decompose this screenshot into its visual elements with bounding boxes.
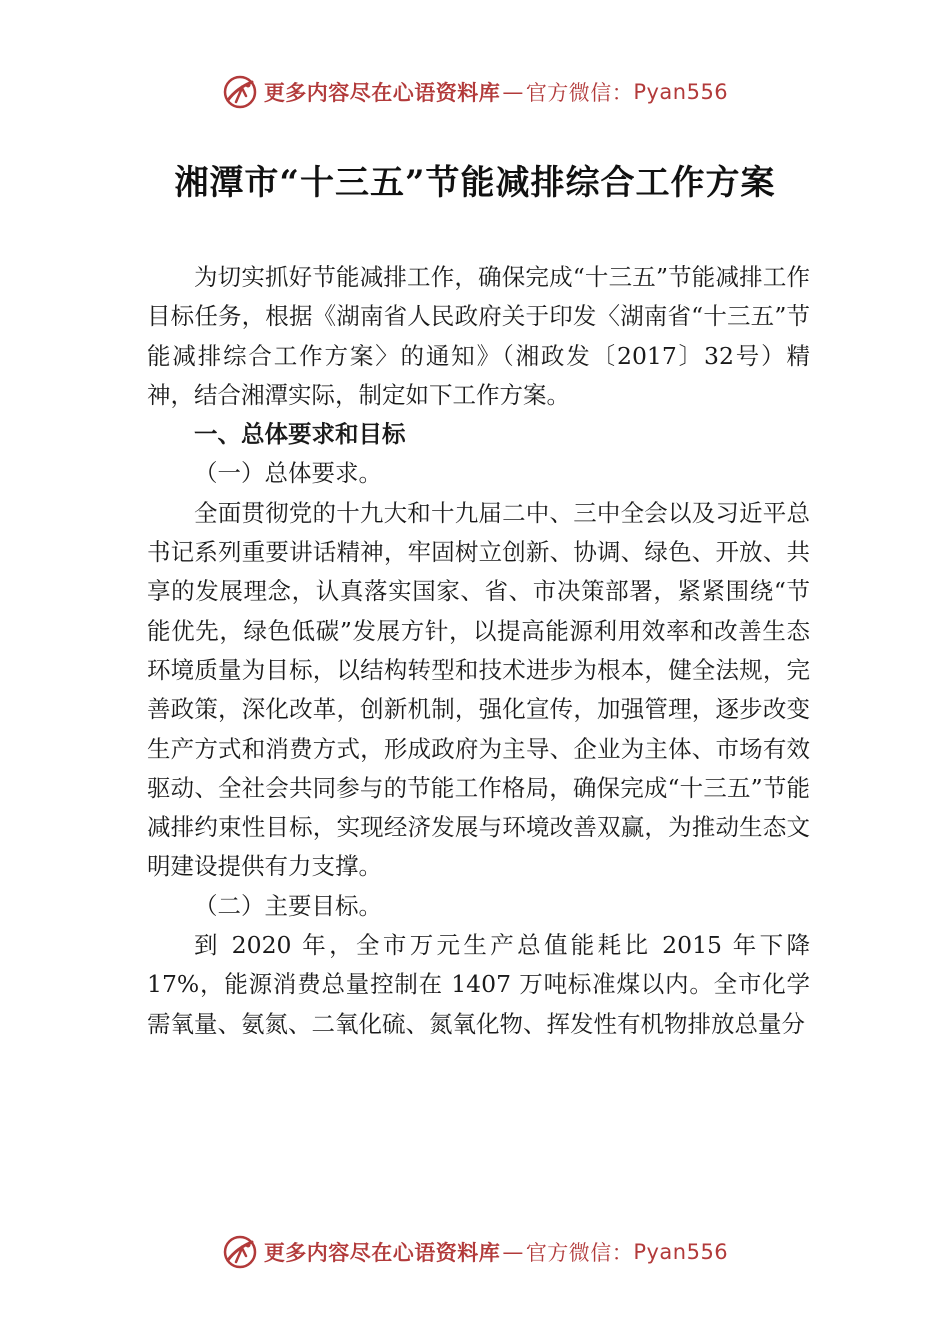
subsection-heading-1: （一）总体要求。 (194, 459, 382, 488)
brand-logo-icon (222, 1234, 258, 1270)
watermark-text: 更多内容尽在心语资料库 (263, 1241, 501, 1265)
brand-logo-icon (222, 74, 258, 110)
watermark-header (0, 70, 950, 114)
subsection-body-1: 全面贯彻党的十九大和十九届二中、三中全会以及习近平总书记系列重要讲话精神，牢固树立创新、协调、绿色、开放、共享的发展理念，认真落实国家、省、市决策部署，紧紧围绕“节能优先，绿色低碳”发展方针，以提高能源利用效率和改善生态环境质量为目标，以结构转型和技术进步为根本，健全法规，完善政策，深化改革，创新机制，强化宣传，加强管理，逐步改变生产方式和消费方式，形成政府为主导、企业为主体、市场有效驱动、全社会共同参与的节能工作格局，确保完成“十三五”节能减排约束性目标，实现经济发展与环境改善双赢，为推动生态文明建设提供有力支撑。 (147, 498, 810, 881)
document-title: 湘潭市“十三五”节能减排综合工作方案 (174, 163, 776, 203)
watermark-wechat-id: Pyan556 (633, 80, 729, 104)
section-heading: 一、总体要求和目标 (194, 420, 406, 449)
watermark-footer (0, 1230, 950, 1274)
watermark-wechat-id: Pyan556 (633, 1240, 729, 1264)
document-body (147, 258, 810, 1044)
intro-paragraph: 为切实抓好节能减排工作，确保完成“十三五”节能减排工作目标任务，根据《湖南省人民政府关于印发〈湖南省“十三五”节能减排综合工作方案〉的通知》（湘政发〔2017〕32号）精神，结合湘潭实际，制定如下工作方案。 (147, 263, 810, 409)
watermark-wechat-label: 官方微信： (525, 1241, 634, 1265)
watermark-text: 更多内容尽在心语资料库 (263, 81, 501, 105)
watermark-separator: — (502, 1240, 524, 1264)
watermark-separator: — (502, 80, 524, 104)
subsection-heading-2: （二）主要目标。 (194, 891, 382, 920)
watermark-wechat-label: 官方微信： (525, 81, 634, 105)
subsection-body-2: 到 2020 年，全市万元生产总值能耗比 2015 年下降 17%，能源消费总量控制在 1407 万吨标准煤以内。全市化学需氧量、氨氮、二氧化硫、氮氧化物、挥发性有机物排放总量分 (147, 931, 810, 1038)
